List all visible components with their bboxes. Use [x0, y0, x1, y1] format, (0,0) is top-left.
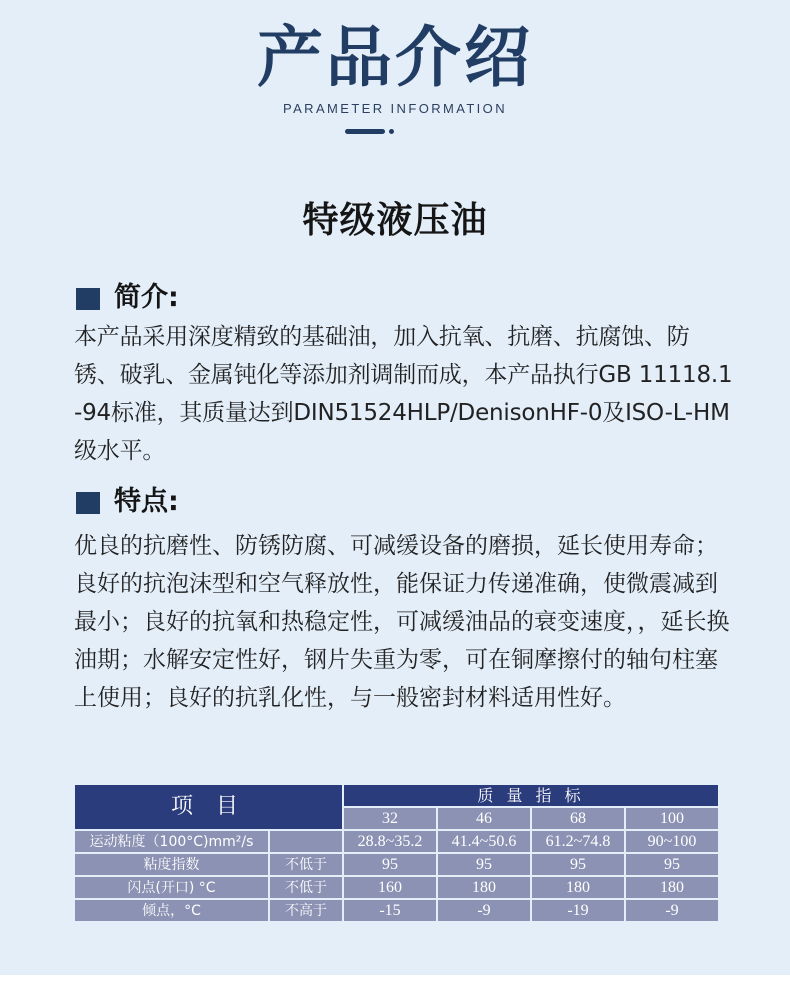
table-row	[74, 876, 719, 899]
grade-cell: 100	[625, 807, 719, 830]
item-header: 项 目	[74, 784, 343, 830]
value-cell: -9	[437, 899, 531, 922]
intro-text: 本产品采用深度精致的基础油，加入抗氧、抗磨、抗腐蚀、防锈、破乳、金属钝化等添加剂调制而成，本产品执行GB 11118.1-94标准，其质量达到DIN51524HLP/DenisonHF-0及ISO-L-HM级水平。	[74, 324, 733, 464]
title-divider	[345, 129, 385, 134]
value-cell: 180	[531, 876, 625, 899]
square-bullet-icon	[76, 288, 100, 310]
value-cell: -15	[343, 899, 437, 922]
value-cell: 61.2~74.8	[531, 830, 625, 853]
product-name: 特级液压油	[302, 200, 488, 241]
value-cell: 95	[531, 853, 625, 876]
row-label: 运动粘度（100°C)mm²/s	[74, 830, 269, 853]
page-title: 产品介绍	[257, 19, 533, 96]
value-cell: 95	[625, 853, 719, 876]
table-row	[74, 899, 719, 922]
features-heading-label: 特点:	[114, 486, 179, 517]
title-divider-dot	[389, 129, 394, 134]
square-bullet-icon	[76, 492, 100, 514]
row-label: 粘度指数	[74, 853, 269, 876]
page-subtitle: PARAMETER INFORMATION	[283, 101, 507, 116]
row-label: 倾点，°C	[74, 899, 269, 922]
grade-cell: 68	[531, 807, 625, 830]
intro-heading-label: 简介:	[114, 282, 179, 313]
row-condition: 不高于	[269, 899, 343, 922]
grade-cell: 32	[343, 807, 437, 830]
value-cell: 95	[437, 853, 531, 876]
value-cell: 160	[343, 876, 437, 899]
value-cell: 180	[625, 876, 719, 899]
table-row	[74, 853, 719, 876]
features-text: 优良的抗磨性、防锈防腐、可减缓设备的磨损，延长使用寿命；良好的抗泡沫型和空气释放性，能保证力传递准确，使微震减到最小；良好的抗氧和热稳定性，可减缓油品的衰变速度，，延长换油期；水解安定性好，钢片失重为零，可在铜摩擦付的轴句柱塞上使用；良好的抗乳化性，与一般密封材料适用性好。	[74, 533, 730, 711]
table-row	[74, 830, 719, 853]
spec-table	[73, 783, 720, 923]
value-cell: 95	[343, 853, 437, 876]
row-label: 闪点(开口) °C	[74, 876, 269, 899]
value-cell: -9	[625, 899, 719, 922]
row-condition: 不低于	[269, 853, 343, 876]
row-condition: 不低于	[269, 876, 343, 899]
quality-header: 质 量 指 标	[343, 784, 719, 807]
value-cell: 41.4~50.6	[437, 830, 531, 853]
row-condition	[269, 830, 343, 853]
value-cell: 180	[437, 876, 531, 899]
value-cell: -19	[531, 899, 625, 922]
grade-cell: 46	[437, 807, 531, 830]
bottom-strip	[0, 975, 790, 982]
value-cell: 28.8~35.2	[343, 830, 437, 853]
value-cell: 90~100	[625, 830, 719, 853]
